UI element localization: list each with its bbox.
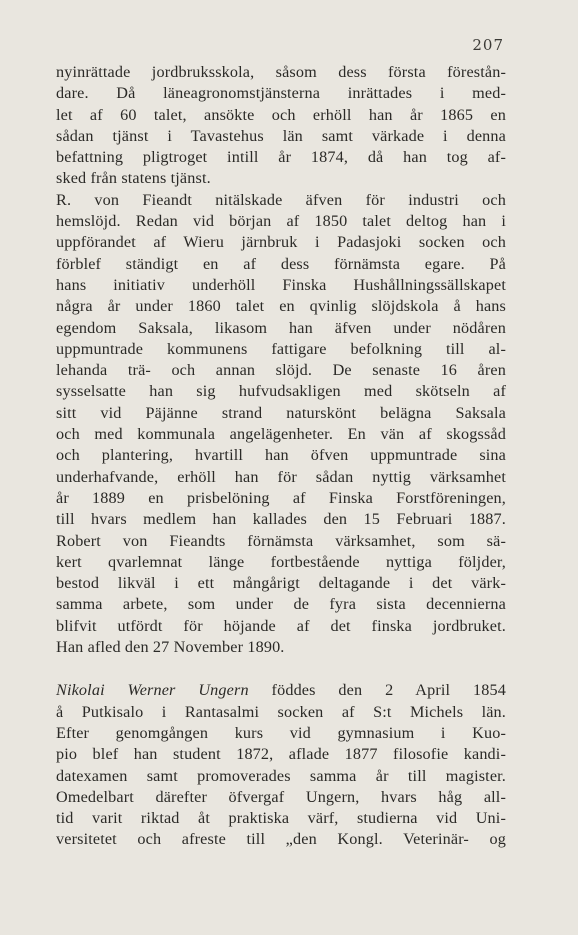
paragraph-1: [56, 62, 506, 190]
text-line: samma arbete, som under de fyra sista decennierna: [56, 595, 506, 614]
text-line: hans initiativ underhöll Finska Hushållningssällskapet: [56, 275, 506, 294]
text-line: versitetet och afreste till „den Kongl. Veterinär- og: [56, 830, 506, 849]
text-line: och plantering, hvartill han öfven uppmuntrade sina: [56, 446, 506, 465]
text-line: [56, 680, 506, 701]
text-line: datexamen samt promoverades samma år till magister.: [56, 766, 506, 785]
text-line: några år under 1860 talet en qvinlig slöjdskola å hans: [56, 297, 506, 316]
text-line: pio blef han student 1872, aflade 1877 filosofie kandi-: [56, 745, 506, 764]
text-line: kert qvarlemnat länge fortbestående nyttiga följder,: [56, 552, 506, 571]
text-line: egendom Saksala, likasom han äfven under nödåren: [56, 318, 506, 337]
person-name: Nikolai Werner Ungern: [56, 681, 249, 700]
text-fragment: föddes den 2 April 1854: [248, 681, 507, 700]
text-line: uppmuntrade kommunens fattigare befolkning till al-: [56, 339, 506, 358]
text-line: nyinrättade jordbruksskola, såsom dess första förestån-: [56, 63, 506, 81]
page-number: 207: [472, 36, 504, 54]
text-line: sysselsatte han sig hufvudsakligen med skötseln af: [56, 382, 506, 401]
body-text: [56, 62, 506, 851]
text-line: bestod likväl i ett mångårigt deltagande i det värk-: [56, 574, 506, 593]
paragraph-2: [56, 190, 506, 659]
text-line: Omedelbart därefter öfvergaf Ungern, hvars håg all-: [56, 787, 506, 806]
text-line: Robert von Fieandts förnämsta värksamhet, som sä-: [56, 531, 506, 550]
text-line: R. von Fieandt nitälskade äfven för industri och: [56, 190, 506, 209]
text-line: och med kommunala angelägenheter. En vän af skogssåd: [56, 425, 506, 444]
text-line: å Putkisalo i Rantasalmi socken af S:t Michels län.: [56, 702, 506, 721]
text-line: förblef ständigt en af dess förnämsta egare. På: [56, 254, 506, 273]
text-line: Han afled den 27 November 1890.: [56, 638, 285, 657]
text-line: till hvars medlem han kallades den 15 Februari 1887.: [56, 510, 506, 529]
paragraph-3: [56, 680, 506, 850]
paragraph-gap: [56, 658, 506, 680]
text-line: Efter genomgången kurs vid gymnasium i Kuo-: [56, 723, 506, 742]
text-line: sked från statens tjänst.: [56, 169, 211, 188]
text-line: sitt vid Päjänne strand naturskönt belägna Saksala: [56, 403, 506, 422]
text-line: dare. Då läneagronomstjänsterna inrättades i med-: [56, 84, 506, 103]
text-line: lehanda trä- och annan slöjd. De senaste 16 åren: [56, 361, 506, 380]
text-line: befattning pligtroget intill år 1874, då han tog af-: [56, 148, 506, 167]
text-line: underhafvande, erhöll han för sådan nyttig värksamhet: [56, 467, 506, 486]
text-line: tid varit riktad åt praktiska värf, studierna vid Uni-: [56, 809, 506, 828]
text-line: år 1889 en prisbelöning af Finska Forstföreningen,: [56, 488, 506, 507]
text-line: sådan tjänst i Tavastehus län samt värkade i denna: [56, 126, 506, 145]
text-line: let af 60 talet, ansökte och erhöll han år 1865 en: [56, 105, 506, 124]
text-line: hemslöjd. Redan vid början af 1850 talet deltog han i: [56, 212, 506, 231]
text-line: uppförandet af Wieru järnbruk i Padasjoki socken och: [56, 233, 506, 252]
text-line: blifvit utfördt för höjande af det finska jordbruket.: [56, 616, 506, 635]
